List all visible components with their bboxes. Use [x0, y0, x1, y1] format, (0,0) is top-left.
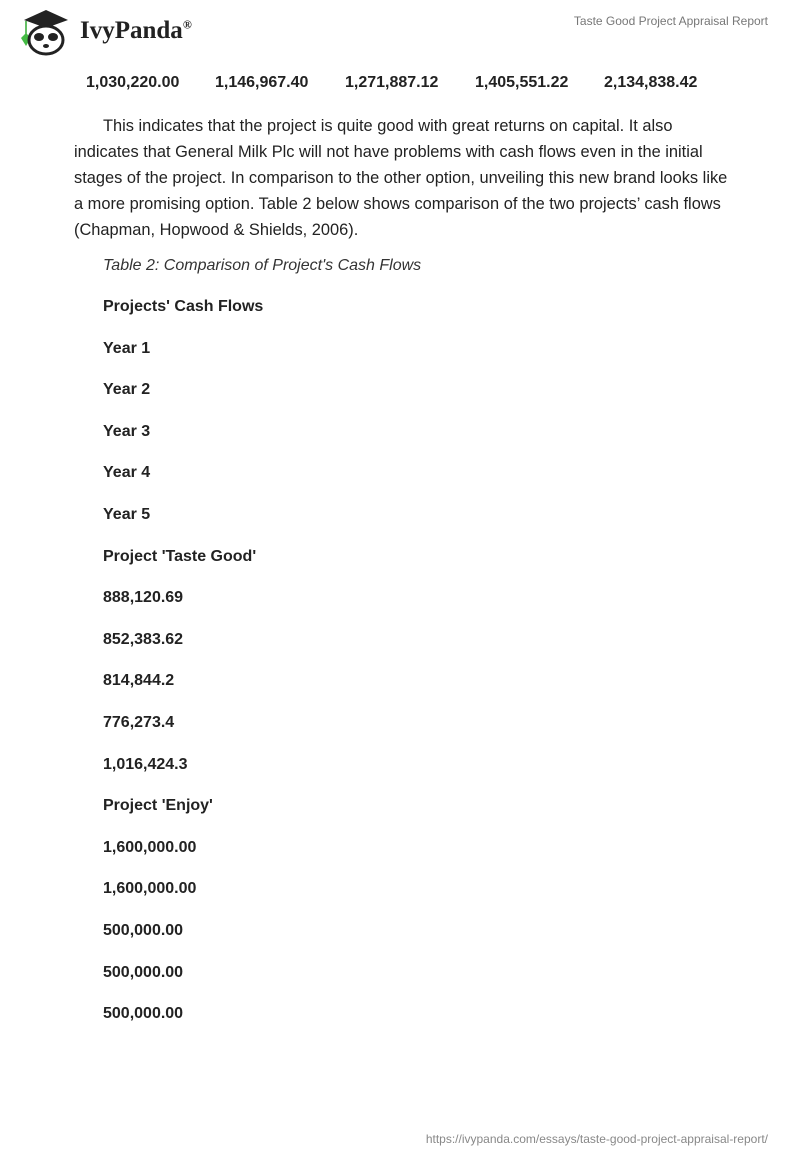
registered-mark: ® — [182, 17, 192, 32]
table-cell: Year 5 — [103, 505, 151, 523]
table-cell: 814,844.2 — [103, 672, 175, 690]
table-cell: 500,000.00 — [103, 1005, 184, 1023]
table-cell: 1,600,000.00 — [103, 880, 197, 898]
table-cell: 852,383.62 — [103, 630, 184, 648]
number-cell: 1,405,551.22 — [475, 74, 569, 91]
table-cell: Project 'Taste Good' — [103, 547, 257, 565]
ivypanda-logo[interactable] — [18, 6, 192, 56]
table-cell: 888,120.69 — [103, 589, 184, 607]
table-cell: 500,000.00 — [103, 963, 184, 981]
logo-name: IvyPanda — [80, 17, 183, 44]
source-url-link[interactable]: https://ivypanda.com/essays/taste-good-project-appraisal-report/ — [425, 1132, 768, 1146]
number-cell: 1,146,967.40 — [215, 74, 309, 91]
table-cell: 776,273.4 — [103, 713, 175, 731]
table-cell: Year 1 — [103, 339, 151, 357]
table-cell: Project 'Enjoy' — [103, 797, 213, 815]
number-cell: 2,134,838.42 — [604, 74, 698, 91]
table-caption: Table 2: Comparison of Project's Cash Flows — [103, 257, 422, 274]
table-cell: Year 3 — [103, 422, 151, 440]
document-title: Taste Good Project Appraisal Report — [573, 14, 768, 28]
table-cell: Year 2 — [103, 381, 151, 399]
panda-logo-icon — [18, 6, 74, 56]
number-cell: 1,271,887.12 — [345, 74, 439, 91]
table-cells-list — [103, 298, 263, 1047]
table-cell: 1,600,000.00 — [103, 838, 197, 856]
number-cell: 1,030,220.00 — [86, 74, 180, 91]
table-cell: Projects' Cash Flows — [103, 298, 264, 315]
logo-text — [80, 17, 192, 45]
table-cell: Year 4 — [103, 464, 151, 482]
body-paragraph: This indicates that the project is quite good with great returns on capital. It also indicates that General Milk Plc will not have problems with cash flows even in the initial stages of the project. In comparison to the other option, unveiling this new brand looks like a more promising option. Table 2 below shows comparison of the two projects’ cash flows (Chapman, Hopwood & Shields, 2006). — [74, 117, 728, 239]
table-cell: 500,000.00 — [103, 921, 184, 939]
table-cell: 1,016,424.3 — [103, 755, 188, 773]
